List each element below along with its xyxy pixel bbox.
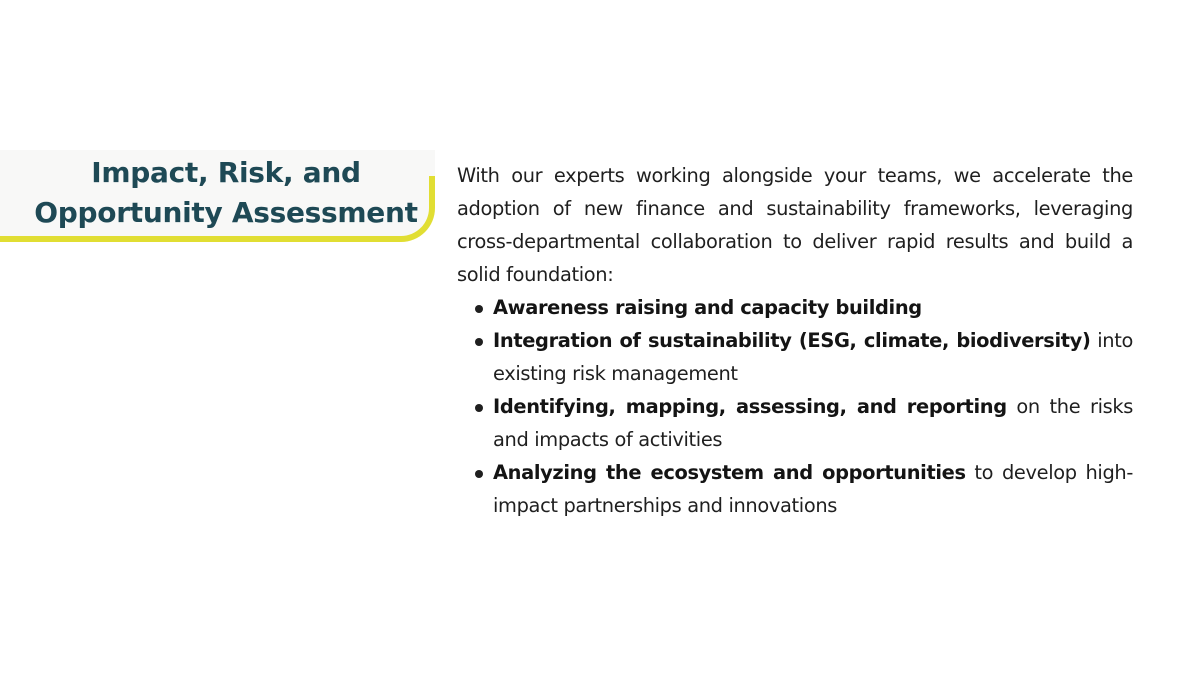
title-line-2: Opportunity Assessment [34, 196, 418, 229]
bullet-text: on the risks and impacts of activities [493, 395, 1133, 451]
bullet-icon [475, 404, 483, 412]
bullet-icon [475, 305, 483, 313]
bullet-text: to develop high-impact partnerships and innovations [493, 461, 1134, 517]
bullet-list [457, 291, 1133, 522]
bullet-icon [475, 470, 483, 478]
bullet-icon [475, 338, 483, 346]
bullet-bold-text: Analyzing the ecosystem and opportunities [493, 461, 966, 484]
bullet-bold-text: Awareness raising and capacity building [493, 296, 922, 319]
list-item [457, 324, 1133, 390]
bullet-text: into existing risk management [493, 329, 1133, 385]
list-item [457, 291, 1133, 324]
bullet-bold-text: Integration of sustainability (ESG, climate, biodiversity) [493, 329, 1091, 352]
content-block [457, 159, 1133, 522]
list-item [457, 456, 1133, 522]
list-item [457, 390, 1133, 456]
intro-paragraph: With our experts working alongside your teams, we accelerate the adoption of new finance and sustainability frameworks, leveraging cross-departmental collaboration to deliver rapid results and build a solid foundation: [457, 164, 1133, 286]
title-line-1: Impact, Risk, and [91, 156, 361, 189]
bullet-bold-text: Identifying, mapping, assessing, and reporting [493, 395, 1007, 418]
section-title [20, 153, 432, 233]
